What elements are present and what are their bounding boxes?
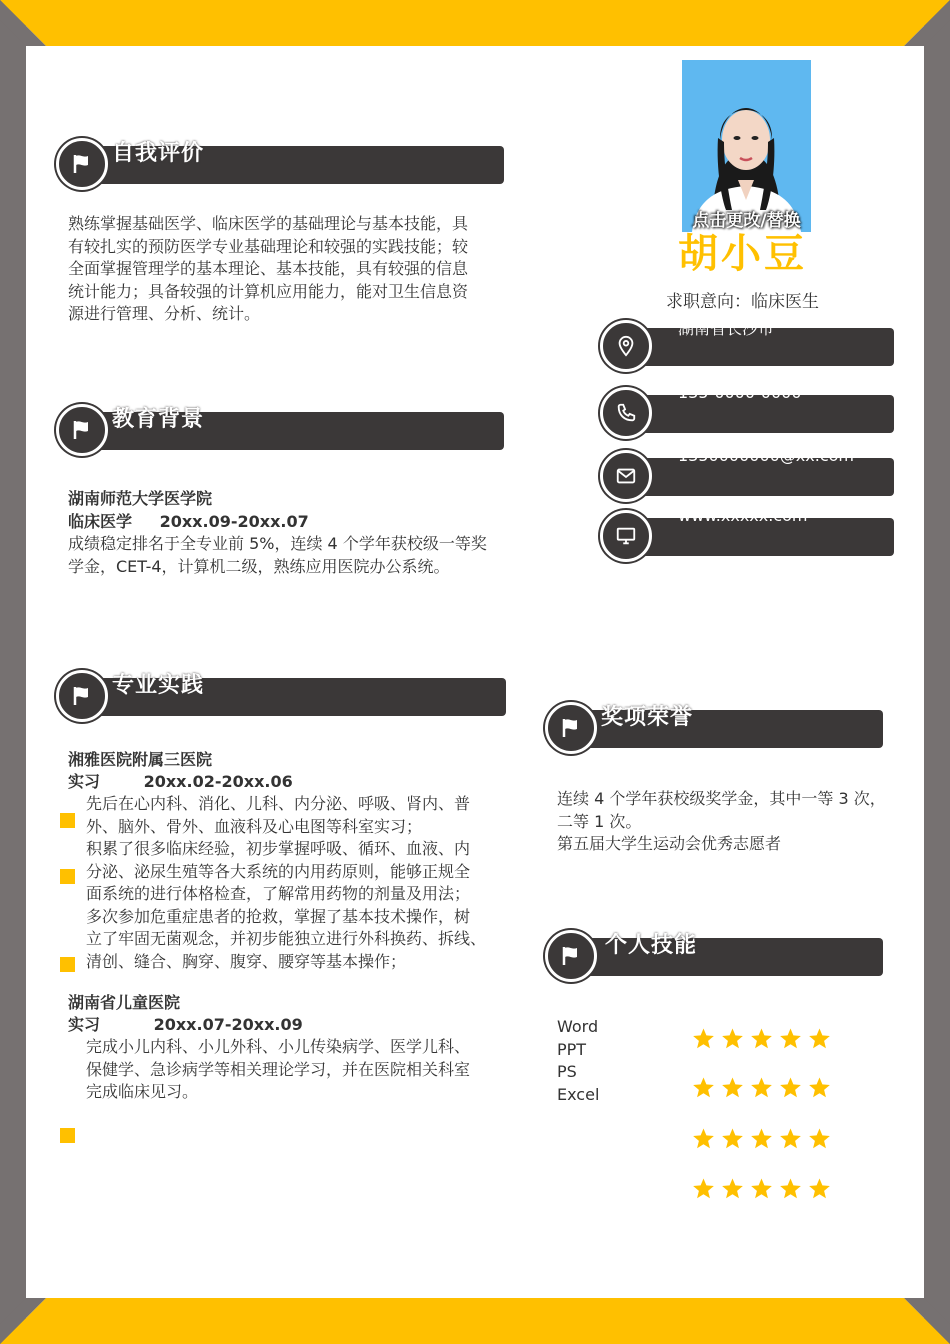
text-line: 外、脑外、骨外、血液科及心电图等科室实习； [86, 816, 423, 836]
section-self-eval-header [56, 138, 506, 198]
section-education-header [56, 404, 506, 464]
bottom-frame-band [0, 1298, 950, 1344]
contact-website [600, 506, 894, 562]
practice-period: 20xx.02-20xx.06 [143, 772, 293, 791]
text-line: 保健学、急诊病学等相关理论学习，并在医院相关科室 [86, 1059, 471, 1079]
self-eval-text [68, 213, 508, 326]
flag-icon [56, 404, 108, 456]
skill-name: Word [557, 1017, 599, 1036]
practice-period: 20xx.07-20xx.09 [153, 1015, 303, 1034]
flag-icon [56, 670, 108, 722]
section-title: 个人技能 [605, 933, 698, 958]
photo-change-caption[interactable]: 点击更改/替换 [692, 211, 801, 231]
right-side-bar [924, 0, 950, 1344]
phone-icon [600, 387, 652, 439]
star-icon [692, 1127, 715, 1150]
contact-value: 1350000000@xx.com [678, 446, 854, 465]
flag-icon [545, 930, 597, 982]
practice-role: 实习 [68, 1015, 101, 1034]
text-line: 完成临床见习。 [86, 1082, 199, 1101]
practice-job1-org: 湘雅医院附属三医院 [68, 750, 213, 769]
education-major-line [68, 511, 508, 534]
bullet-square [60, 813, 75, 828]
section-title: 奖项荣誉 [601, 705, 694, 730]
text-line: 多次参加危重症患者的抢救，掌握了基本技术操作，树 [86, 906, 471, 926]
contact-location [600, 320, 894, 372]
star-icon [721, 1127, 744, 1150]
mail-icon [600, 450, 652, 502]
practice-job1-text [86, 793, 516, 973]
text-line: 二等 1 次。 [557, 811, 642, 831]
bullet-square [60, 1128, 75, 1143]
text-line: 成绩稳定排名于全专业前 5%，连续 4 个学年获校级一等奖 [68, 534, 487, 553]
flag-icon [545, 702, 597, 754]
star-icon [721, 1027, 744, 1050]
section-practice-header [56, 670, 506, 730]
practice-job2-role-line [68, 1014, 303, 1037]
star-icon [808, 1177, 831, 1200]
text-line: 分泌、泌尿生殖等各大系统的内用药原则，能够正规全 [86, 861, 471, 881]
skill-rating [692, 1027, 831, 1050]
skill-name: Excel [557, 1084, 600, 1104]
text-line: 清创、缝合、胸穿、腹穿、腰穿等基本操作； [86, 951, 407, 971]
star-icon [721, 1177, 744, 1200]
text-line: 面系统的进行体格检查，了解常用药物的剂量及用法； [86, 884, 471, 903]
section-skills-header [545, 930, 885, 990]
text-line: 积累了很多临床经验，初步掌握呼吸、循环、血液、内 [86, 839, 471, 858]
skills-list [557, 1016, 599, 1106]
text-line: 熟练掌握基础医学、临床医学的基础理论与基本技能，具 [68, 214, 469, 233]
text-line: 完成小儿内科、小儿外科、小儿传染病学、医学儿科、 [86, 1037, 471, 1056]
bullet-square [60, 957, 75, 972]
skill-rating [692, 1177, 831, 1200]
star-icon [750, 1127, 773, 1150]
contact-email [600, 446, 894, 502]
left-side-bar [0, 0, 26, 1344]
text-line: 先后在心内科、消化、儿科、内分泌、呼吸、肾内、普 [86, 794, 471, 813]
star-icon [692, 1076, 715, 1099]
star-icon [750, 1177, 773, 1200]
contact-phone [600, 383, 894, 439]
awards-text [557, 788, 897, 856]
practice-job2-text [86, 1036, 516, 1104]
section-title: 专业实践 [112, 673, 205, 698]
flag-icon [56, 138, 108, 190]
text-line: 立了牢固无菌观念，并初步能独立进行外科换药、拆线、 [86, 929, 487, 948]
section-title: 自我评价 [112, 141, 205, 166]
section-awards-header [545, 702, 885, 762]
star-icon [750, 1076, 773, 1099]
text-line: 源进行管理、分析、统计。 [68, 304, 261, 323]
text-line: 有较扎实的预防医学专业基础理论和较强的实践技能；较 [68, 236, 469, 256]
skill-name: PS [557, 1062, 577, 1081]
text-line: 连续 4 个学年获校级奖学金，其中一等 3 次， [557, 789, 886, 808]
contact-value: 135-0000-0000 [678, 383, 802, 402]
skill-rating [692, 1076, 831, 1099]
monitor-icon [600, 510, 652, 562]
job-intent: 求职意向：临床医生 [666, 292, 819, 312]
top-frame-band [0, 0, 950, 46]
star-icon [779, 1177, 802, 1200]
text-line: 学金，CET-4，计算机二级，熟练应用医院办公系统。 [68, 556, 450, 576]
text-line: 统计能力；具备较强的计算机应用能力，能对卫生信息资 [68, 281, 469, 301]
practice-job2-org: 湖南省儿童医院 [68, 993, 181, 1012]
star-icon [808, 1027, 831, 1050]
text-line: 全面掌握管理学的基本理论、基本技能，具有较强的信息 [68, 259, 469, 278]
star-icon [750, 1027, 773, 1050]
education-major: 临床医学 [68, 511, 133, 531]
candidate-name: 胡小豆 [678, 231, 807, 277]
education-text [68, 488, 508, 578]
text-line: 第五届大学生运动会优秀志愿者 [557, 834, 782, 853]
practice-role: 实习 [68, 772, 101, 791]
education-school: 湖南师范大学医学院 [68, 489, 213, 508]
star-icon [779, 1127, 802, 1150]
contact-value: 湖南省长沙市 [678, 319, 775, 338]
star-icon [808, 1127, 831, 1150]
star-icon [692, 1027, 715, 1050]
practice-job1-role-line [68, 771, 293, 794]
education-period: 20xx.09-20xx.07 [159, 511, 309, 531]
bullet-square [60, 869, 75, 884]
location-icon [600, 320, 652, 372]
skill-rating [692, 1127, 831, 1150]
contact-value: www.xxxxx.com [678, 506, 808, 525]
section-title: 教育背景 [112, 407, 205, 432]
star-icon [779, 1027, 802, 1050]
star-icon [721, 1076, 744, 1099]
star-icon [779, 1076, 802, 1099]
star-icon [808, 1076, 831, 1099]
star-icon [692, 1177, 715, 1200]
skill-name: PPT [557, 1039, 587, 1059]
